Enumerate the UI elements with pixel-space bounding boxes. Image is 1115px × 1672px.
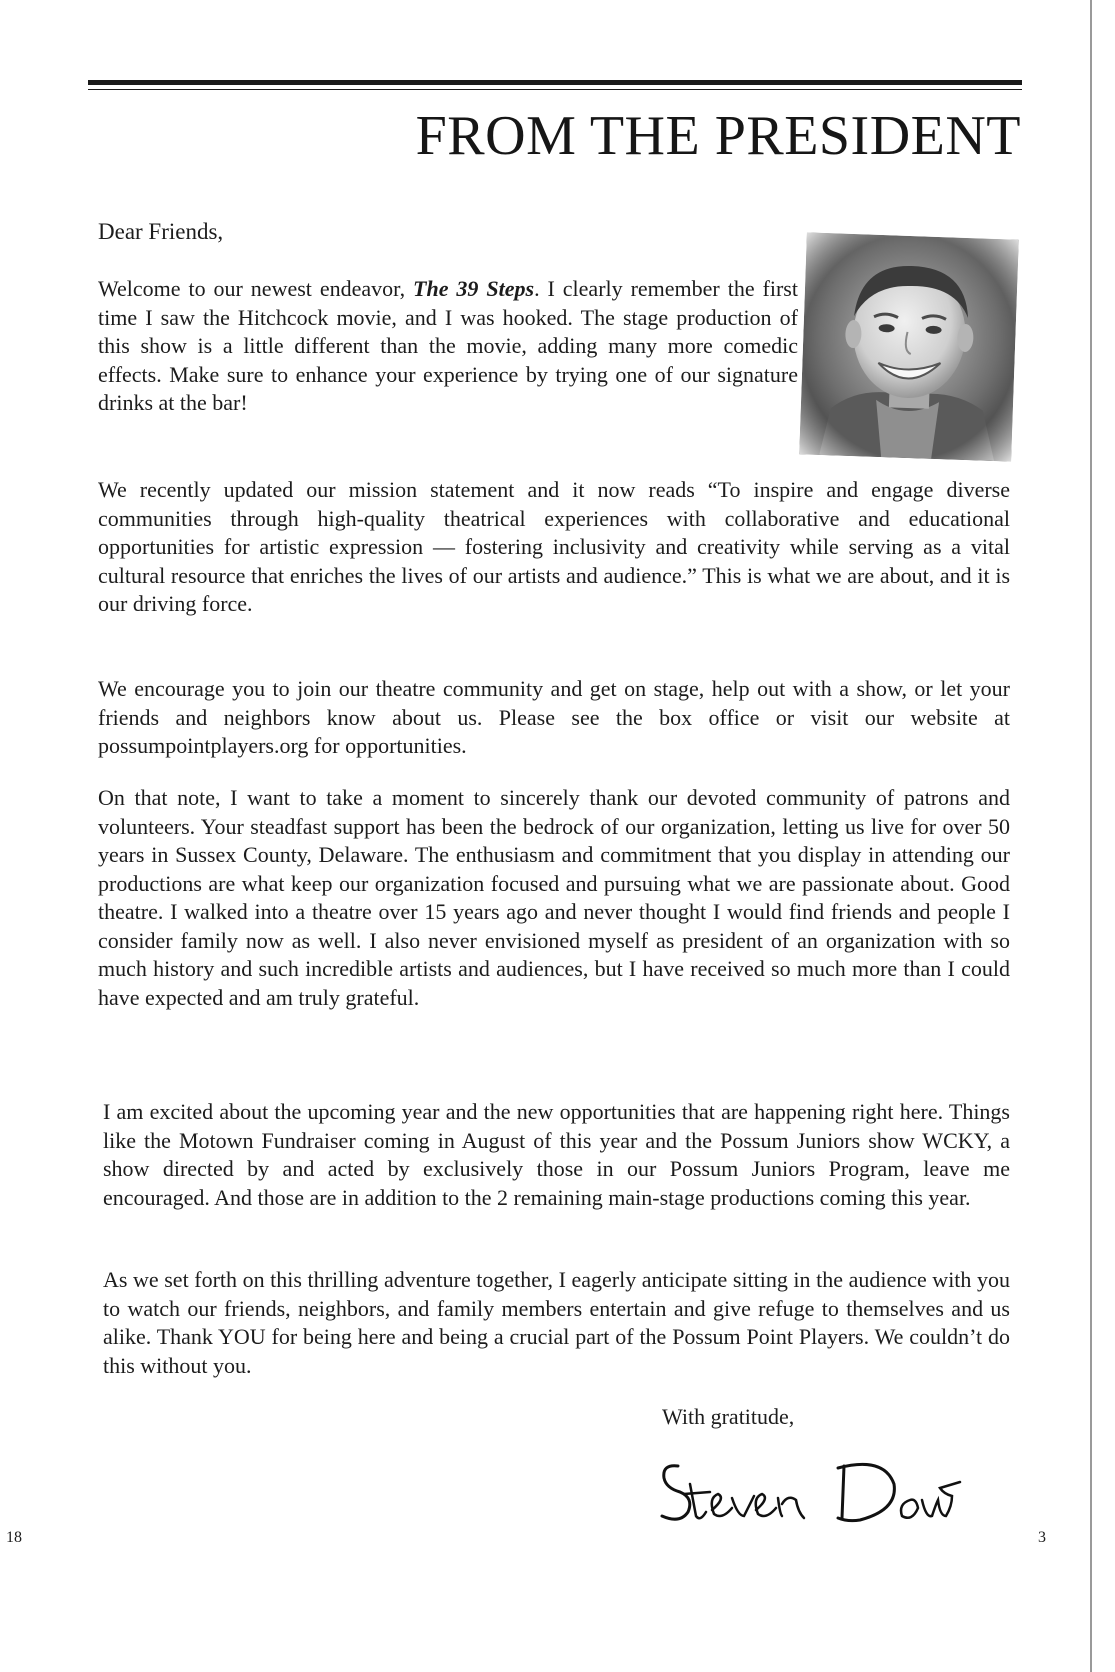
letter-paragraph-2: We recently updated our mission statement and it now reads “To inspire and engage diverse communities through high-quality theatrical experiences with collaborative and educational opportunities for artistic expression — fostering inclusivity and creativity while serving as a vital cultural resource that enriches the lives of our artists and audience.” This is what we are about, and it is our driving force. [98, 477, 1010, 616]
president-portrait-photo [799, 232, 1019, 461]
salutation: Dear Friends, [98, 219, 224, 244]
page-number-left: 18 [6, 1529, 22, 1546]
letter-paragraph-6: As we set forth on this thrilling adventure together, I eagerly anticipate sitting in the audience with you to watch our friends, neighbors, and family members entertain and give refuge to themselves and us alike. Thank YOU for being here and being a crucial part of the Possum Point Players. We couldn’t do this without you. [103, 1267, 1010, 1378]
letter-paragraph-4: On that note, I want to take a moment to sincerely thank our devoted community of patrons and volunteers. Your steadfast support has been the bedrock of our organization, letting us live for over 50 years in Sussex County, Delaware. The enthusiasm and commitment that you display in attending our productions are what keep our organization focused and pursuing what we are passionate about. Good theatre. I walked into a theatre over 15 years ago and never thought I would find friends and people I consider family now as well. I also never envisioned myself as president of an organization with so much history and such incredible artists and audiences, but I have received so much more than I could have expected and am truly grateful. [98, 785, 1010, 1010]
letter-paragraph-3: We encourage you to join our theatre community and get on stage, help out with a show, or let your friends and neighbors know about us. Please see the box office or visit our website at possumpointplayers.org for opportunities. [98, 676, 1010, 758]
closing-line: With gratitude, [662, 1404, 795, 1429]
signature [648, 1442, 968, 1532]
letter-paragraph-1 [98, 275, 798, 418]
page-title: FROM THE PRESIDENT [415, 105, 1021, 167]
paragraph-1-intro: Welcome to our newest endeavor, [98, 276, 414, 301]
page-edge-line [1090, 0, 1092, 1672]
show-title: The 39 Steps [413, 276, 535, 301]
header-rule-thick [88, 80, 1022, 85]
header-rule-thin [88, 89, 1022, 90]
page-number-right: 3 [1038, 1529, 1046, 1546]
letter-paragraph-5: I am excited about the upcoming year and the new opportunities that are happening right here. Things like the Motown Fundraiser coming in August of this year and the Possum Juniors show WCKY, a show directed by and acted by exclusively those in our Possum Juniors Program, leave me encouraged. And those are in addition to the 2 remaining main-stage productions coming this year. [103, 1099, 1010, 1210]
paragraph-1-rest: . I clearly remember the first time I saw the Hitchcock movie, and I was hooked. The stage production of this show is a little different than the movie, adding many more comedic effects. Make sure to enhance your experience by trying one of our signature drinks at the bar! [98, 276, 798, 415]
